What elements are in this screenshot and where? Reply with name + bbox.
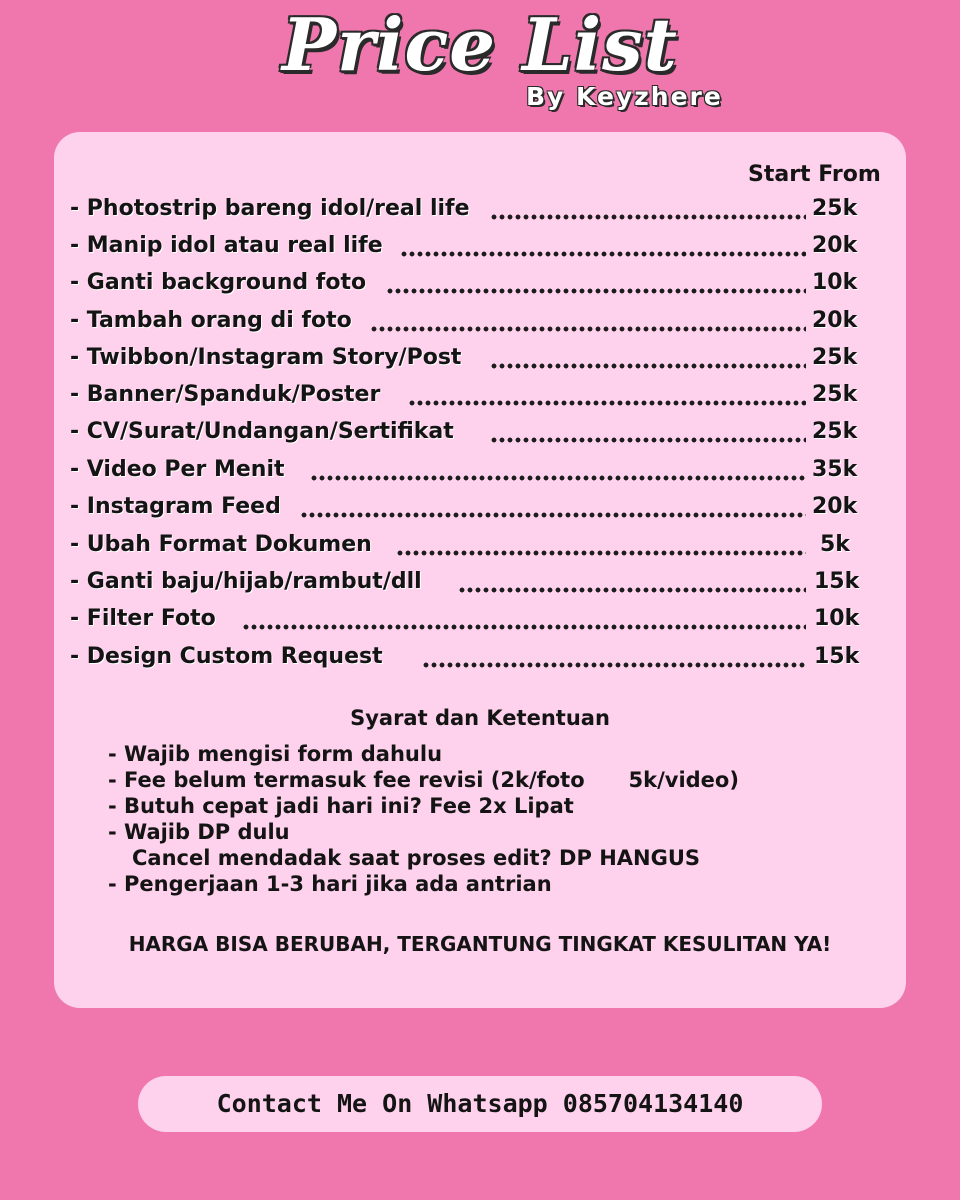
service-price: 10k [812, 270, 858, 295]
service-label: - Manip idol atau real life [70, 233, 383, 258]
price-row [70, 494, 858, 526]
service-label: - CV/Surat/Undangan/Sertifikat [70, 419, 454, 444]
term-line: - Pengerjaan 1-3 hari jika ada antrian [108, 872, 552, 896]
service-price: 25k [812, 382, 858, 407]
service-price: 10k [814, 606, 860, 631]
service-label: - Design Custom Request [70, 644, 383, 669]
dot-leader [400, 251, 806, 257]
service-label: - Twibbon/Instagram Story/Post [70, 345, 462, 370]
price-row [70, 233, 858, 265]
service-price: 25k [812, 419, 858, 444]
term-line: - Fee belum termasuk fee revisi (2k/foto 5k/video) [108, 768, 739, 792]
dot-leader [422, 662, 806, 668]
term-line: - Butuh cepat jadi hari ini? Fee 2x Lipat [108, 794, 574, 818]
service-price: 20k [812, 494, 858, 519]
service-price: 35k [812, 457, 858, 482]
term-line: Cancel mendadak saat proses edit? DP HANGUS [132, 846, 701, 870]
service-price: 15k [814, 644, 860, 669]
service-price: 20k [812, 308, 858, 333]
service-label: - Ganti baju/hijab/rambut/dll [70, 569, 422, 594]
price-row [70, 532, 850, 564]
service-label: - Filter Foto [70, 606, 216, 631]
service-label: - Tambah orang di foto [70, 308, 352, 333]
price-row [70, 196, 858, 228]
dot-leader [396, 550, 806, 556]
dot-leader [300, 512, 806, 518]
terms-heading: Syarat dan Ketentuan [350, 706, 610, 730]
service-price: 25k [812, 196, 858, 221]
service-label: - Ubah Format Dokumen [70, 532, 372, 557]
dot-leader [490, 363, 806, 369]
dot-leader [458, 587, 806, 593]
service-label: - Photostrip bareng idol/real life [70, 196, 470, 221]
service-label: - Banner/Spanduk/Poster [70, 382, 381, 407]
service-price: 15k [814, 569, 860, 594]
price-notice: HARGA BISA BERUBAH, TERGANTUNG TINGKAT KESULITAN YA! [128, 932, 832, 956]
price-row [70, 308, 858, 340]
price-row [70, 569, 860, 601]
price-row [70, 382, 858, 414]
term-line: - Wajib DP dulu [108, 820, 290, 844]
dot-leader [370, 326, 806, 332]
price-row [70, 644, 860, 676]
price-column-header: Start From [748, 162, 881, 187]
service-label: - Video Per Menit [70, 457, 285, 482]
service-price: 25k [812, 345, 858, 370]
price-row [70, 606, 860, 638]
dot-leader [408, 400, 806, 406]
price-row [70, 270, 858, 302]
service-price: 5k [820, 532, 850, 557]
dot-leader [386, 288, 806, 294]
price-row [70, 457, 858, 489]
dot-leader [490, 214, 806, 220]
dot-leader [242, 624, 806, 630]
page-subtitle: By Keyzhere [526, 82, 723, 111]
dot-leader [310, 475, 806, 481]
service-label: - Instagram Feed [70, 494, 281, 519]
price-row [70, 419, 858, 451]
price-card [54, 132, 906, 1008]
price-row [70, 345, 858, 377]
dot-leader [490, 437, 806, 443]
contact-banner: Contact Me On Whatsapp 085704134140 [138, 1076, 822, 1132]
service-label: - Ganti background foto [70, 270, 367, 295]
term-line: - Wajib mengisi form dahulu [108, 742, 443, 766]
service-price: 20k [812, 233, 858, 258]
page-title: Price List [282, 2, 678, 87]
